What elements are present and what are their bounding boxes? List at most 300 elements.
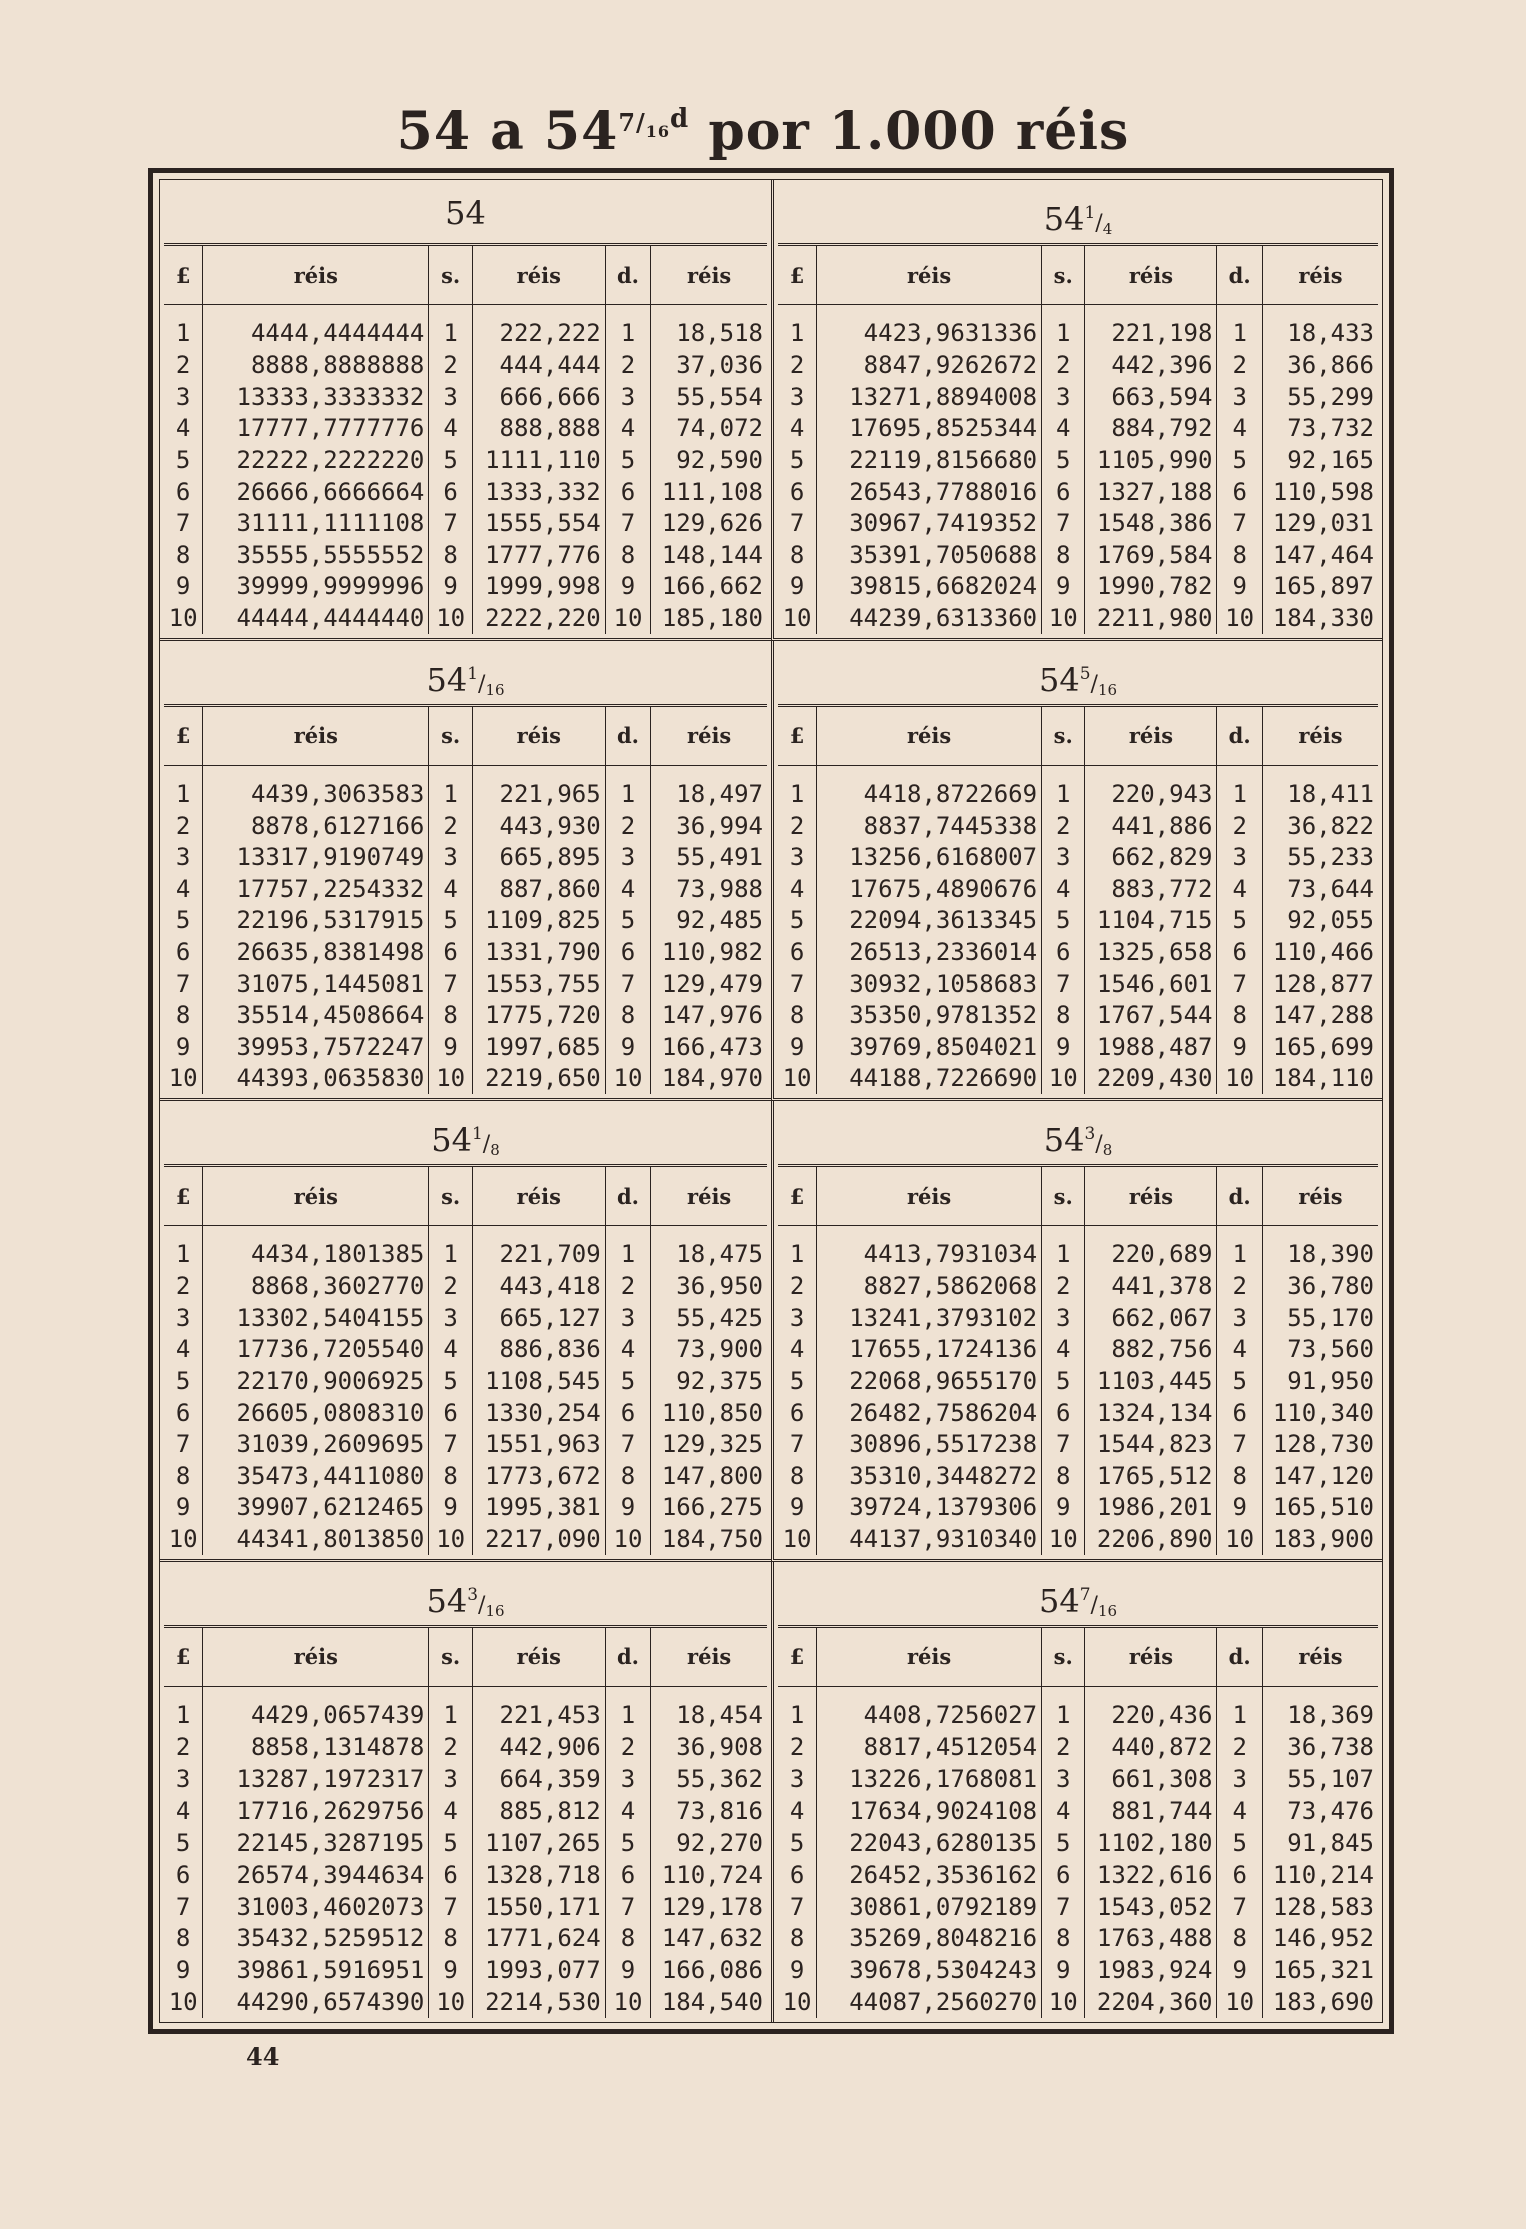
header-reis: réis — [203, 1628, 429, 1687]
header-row — [164, 1167, 767, 1226]
shilling-reis-cell: 887,860 — [472, 873, 605, 905]
shilling-count-cell: 4 — [1042, 1795, 1085, 1827]
pence-reis-cell: 55,170 — [1287, 1303, 1374, 1332]
pence-count-cell: 9 — [605, 570, 651, 602]
pound-count-cell: 2 — [778, 810, 817, 842]
pence-reis-cell: 110,214 — [1272, 1860, 1374, 1889]
pence-reis-cell: 110,724 — [661, 1860, 763, 1889]
pound-count-cell: 8 — [778, 1922, 817, 1954]
pound-reis-cell: 13241,3793102 — [817, 1302, 1042, 1334]
header-pence: d. — [1217, 1628, 1262, 1687]
table-row — [778, 1922, 1378, 1954]
shilling-reis-cell: 1765,512 — [1085, 1460, 1217, 1492]
pence-count-cell: 3 — [1217, 842, 1262, 874]
pound-count-cell: 9 — [164, 1031, 203, 1063]
table-row — [778, 842, 1378, 874]
pence-count-cell: 5 — [605, 444, 651, 476]
pound-count-cell: 10 — [778, 1062, 817, 1094]
shilling-reis-cell: 1107,265 — [472, 1827, 605, 1859]
shilling-count-cell: 10 — [429, 1062, 473, 1094]
pence-count-cell: 8 — [605, 1922, 651, 1954]
table-row — [778, 1226, 1378, 1271]
shilling-count-cell: 5 — [1042, 905, 1085, 937]
shilling-reis-cell: 1105,990 — [1085, 444, 1217, 476]
block-title-whole: 54 — [1043, 200, 1085, 238]
shilling-count-cell: 7 — [429, 1891, 473, 1923]
table-row — [778, 1302, 1378, 1334]
shilling-reis-cell: 662,067 — [1085, 1302, 1217, 1334]
shilling-count-cell: 1 — [1042, 1226, 1085, 1271]
pound-reis-cell: 26482,7586204 — [817, 1397, 1042, 1429]
pence-count-cell: 3 — [605, 1763, 651, 1795]
shilling-reis-cell: 883,772 — [1085, 873, 1217, 905]
shilling-reis-cell: 885,812 — [472, 1795, 605, 1827]
shilling-reis-cell: 1331,790 — [472, 936, 605, 968]
shilling-count-cell: 10 — [1042, 1523, 1085, 1555]
pound-reis-cell: 39678,5304243 — [817, 1954, 1042, 1986]
rate-table — [778, 1628, 1378, 2019]
shilling-count-cell: 10 — [1042, 1986, 1085, 2018]
pence-reis-cell: 92,590 — [676, 445, 763, 474]
pound-reis-cell: 44239,6313360 — [817, 602, 1042, 634]
fraction-numerator: 1 — [1084, 203, 1096, 223]
pence-count-cell: 6 — [605, 1397, 651, 1429]
pence-reis-cell: 36,994 — [676, 811, 763, 840]
shilling-count-cell: 1 — [1042, 765, 1085, 810]
shilling-reis-cell: 886,836 — [472, 1334, 605, 1366]
table-row — [778, 1859, 1378, 1891]
rate-table — [164, 1167, 767, 1555]
table-row — [778, 1365, 1378, 1397]
pound-reis-cell: 4413,7931034 — [817, 1226, 1042, 1271]
pence-count-cell: 7 — [1217, 1428, 1262, 1460]
pound-count-cell: 9 — [164, 1954, 203, 1986]
pound-reis-cell: 8878,6127166 — [203, 810, 429, 842]
pound-count-cell: 2 — [164, 1271, 203, 1303]
shilling-count-cell: 10 — [429, 602, 473, 634]
table-row — [778, 602, 1378, 634]
header-pound: £ — [778, 707, 817, 766]
pence-count-cell: 5 — [1217, 1827, 1262, 1859]
pence-reis-cell: 92,055 — [1287, 906, 1374, 935]
pound-reis-cell: 8827,5862068 — [817, 1271, 1042, 1303]
header-reis: réis — [472, 246, 605, 305]
table-row — [164, 968, 767, 1000]
pence-count-cell: 10 — [1217, 1986, 1262, 2018]
table-row — [778, 413, 1378, 445]
pence-count-cell: 9 — [605, 1954, 651, 1986]
header-row — [164, 707, 767, 766]
shilling-reis-cell: 1769,584 — [1085, 539, 1217, 571]
pence-reis-cell: 129,031 — [1272, 509, 1374, 538]
pence-count-cell: 1 — [1217, 1226, 1262, 1271]
shilling-count-cell: 8 — [429, 999, 473, 1031]
pound-count-cell: 1 — [778, 765, 817, 810]
title-pence-mark: d — [670, 104, 690, 134]
shilling-count-cell: 1 — [1042, 1686, 1085, 1732]
pence-reis-cell: 110,850 — [661, 1398, 763, 1427]
pound-count-cell: 1 — [778, 1226, 817, 1271]
pound-reis-cell: 8888,8888888 — [203, 350, 429, 382]
table-row — [164, 1827, 767, 1859]
header-reis: réis — [203, 246, 429, 305]
shilling-count-cell: 7 — [429, 507, 473, 539]
table-row — [164, 602, 767, 634]
header-shillings: s. — [1042, 1628, 1085, 1687]
pound-count-cell: 3 — [164, 1763, 203, 1795]
header-reis: réis — [817, 707, 1042, 766]
pound-count-cell: 4 — [164, 1795, 203, 1827]
table-row — [778, 350, 1378, 382]
pound-count-cell: 1 — [164, 765, 203, 810]
header-pound: £ — [164, 707, 203, 766]
pound-reis-cell: 17675,4890676 — [817, 873, 1042, 905]
pound-reis-cell: 35310,3448272 — [817, 1460, 1042, 1492]
pence-reis-cell: 36,866 — [1287, 351, 1374, 380]
pound-count-cell: 4 — [778, 1334, 817, 1366]
pound-reis-cell: 35432,5259512 — [203, 1922, 429, 1954]
block-title-whole: 54 — [426, 1581, 468, 1620]
shilling-count-cell: 5 — [1042, 1827, 1085, 1859]
pound-reis-cell: 44444,4444440 — [203, 602, 429, 634]
header-pence: d. — [1217, 246, 1262, 305]
pound-count-cell: 10 — [778, 602, 817, 634]
shilling-count-cell: 2 — [1042, 1271, 1085, 1303]
pence-count-cell: 7 — [605, 507, 651, 539]
pence-count-cell: 2 — [605, 1271, 651, 1303]
pound-reis-cell: 39953,7572247 — [203, 1031, 429, 1063]
shilling-count-cell: 6 — [1042, 936, 1085, 968]
pence-count-cell: 10 — [1217, 1062, 1262, 1094]
header-reis: réis — [1085, 1628, 1217, 1687]
shilling-reis-cell: 1328,718 — [472, 1859, 605, 1891]
table-row — [164, 1954, 767, 1986]
pound-count-cell: 3 — [778, 381, 817, 413]
pound-count-cell: 8 — [164, 539, 203, 571]
pence-reis-cell: 184,110 — [1272, 1064, 1374, 1093]
rate-table — [164, 246, 767, 634]
pence-count-cell: 1 — [605, 305, 651, 350]
pound-count-cell: 5 — [164, 905, 203, 937]
pence-count-cell: 4 — [1217, 1795, 1262, 1827]
pound-count-cell: 6 — [164, 476, 203, 508]
pence-reis-cell: 110,598 — [1272, 477, 1374, 506]
shilling-reis-cell: 1553,755 — [472, 968, 605, 1000]
pence-reis-cell: 92,375 — [676, 1366, 763, 1395]
shilling-reis-cell: 441,886 — [1085, 810, 1217, 842]
table-row — [778, 1271, 1378, 1303]
table-row — [164, 1922, 767, 1954]
page-title — [0, 84, 1526, 167]
fraction-numerator: 7 — [1079, 1584, 1091, 1605]
shilling-reis-cell: 663,594 — [1085, 381, 1217, 413]
pound-reis-cell: 39769,8504021 — [817, 1031, 1042, 1063]
header-pence: d. — [605, 246, 651, 305]
table-row — [164, 350, 767, 382]
pence-count-cell: 10 — [605, 1986, 651, 2018]
shilling-count-cell: 6 — [1042, 476, 1085, 508]
pound-reis-cell: 35269,8048216 — [817, 1922, 1042, 1954]
header-row — [778, 1628, 1378, 1687]
pound-reis-cell: 8817,4512054 — [817, 1732, 1042, 1764]
pence-count-cell: 1 — [1217, 765, 1262, 810]
shilling-count-cell: 1 — [429, 1686, 473, 1732]
shilling-reis-cell: 1103,445 — [1085, 1365, 1217, 1397]
header-reis: réis — [203, 707, 429, 766]
shilling-reis-cell: 1322,616 — [1085, 1859, 1217, 1891]
page-number: 44 — [246, 2042, 280, 2071]
shilling-reis-cell: 1544,823 — [1085, 1428, 1217, 1460]
table-row — [164, 381, 767, 413]
pound-count-cell: 1 — [164, 1686, 203, 1732]
pound-reis-cell: 39815,6682024 — [817, 570, 1042, 602]
pound-reis-cell: 44087,2560270 — [817, 1986, 1042, 2018]
pound-count-cell: 5 — [778, 444, 817, 476]
shilling-count-cell: 1 — [429, 305, 473, 350]
table-row — [164, 1062, 767, 1094]
pence-count-cell: 9 — [605, 1491, 651, 1523]
shilling-count-cell: 8 — [429, 1922, 473, 1954]
pence-reis-cell: 36,908 — [676, 1733, 763, 1762]
shilling-count-cell: 4 — [1042, 413, 1085, 445]
table-row — [164, 570, 767, 602]
pound-reis-cell: 4423,9631336 — [817, 305, 1042, 350]
pence-count-cell: 8 — [1217, 539, 1262, 571]
table-frame — [148, 168, 1394, 2034]
header-pence: d. — [605, 1628, 651, 1687]
pence-reis-cell: 129,479 — [661, 969, 763, 998]
header-reis: réis — [1085, 1167, 1217, 1226]
pound-count-cell: 7 — [164, 968, 203, 1000]
block-title-fraction: $^5/_{16}$ — [1079, 663, 1118, 699]
shilling-count-cell: 6 — [429, 1859, 473, 1891]
pence-reis-cell: 55,554 — [676, 382, 763, 411]
shilling-reis-cell: 1995,381 — [472, 1491, 605, 1523]
table-row — [778, 444, 1378, 476]
pound-reis-cell: 44290,6574390 — [203, 1986, 429, 2018]
shilling-reis-cell: 2209,430 — [1085, 1062, 1217, 1094]
shilling-count-cell: 10 — [1042, 602, 1085, 634]
pound-reis-cell: 17757,2254332 — [203, 873, 429, 905]
header-shillings: s. — [1042, 246, 1085, 305]
header-pound: £ — [164, 246, 203, 305]
shilling-count-cell: 3 — [429, 381, 473, 413]
table-row — [778, 1827, 1378, 1859]
shilling-count-cell: 8 — [1042, 999, 1085, 1031]
pence-count-cell: 6 — [1217, 936, 1262, 968]
shilling-reis-cell: 443,930 — [472, 810, 605, 842]
pence-reis-cell: 110,466 — [1272, 938, 1374, 967]
pence-reis-cell: 18,475 — [676, 1240, 763, 1269]
pence-reis-cell: 184,330 — [1272, 603, 1374, 632]
pence-count-cell: 4 — [605, 1795, 651, 1827]
header-reis: réis — [651, 246, 767, 305]
pence-reis-cell: 36,822 — [1287, 811, 1374, 840]
header-reis: réis — [472, 1628, 605, 1687]
pence-reis-cell: 55,491 — [676, 843, 763, 872]
pound-reis-cell: 26543,7788016 — [817, 476, 1042, 508]
table-row — [164, 1732, 767, 1764]
shilling-reis-cell: 1327,188 — [1085, 476, 1217, 508]
table-row — [778, 1334, 1378, 1366]
pence-reis-cell: 128,583 — [1272, 1892, 1374, 1921]
pence-reis-cell: 184,540 — [661, 1988, 763, 2017]
pound-reis-cell: 17634,9024108 — [817, 1795, 1042, 1827]
pound-count-cell: 8 — [164, 999, 203, 1031]
shilling-reis-cell: 1997,685 — [472, 1031, 605, 1063]
table-row — [164, 873, 767, 905]
pound-count-cell: 2 — [778, 350, 817, 382]
header-shillings: s. — [429, 1628, 473, 1687]
header-reis: réis — [1262, 707, 1378, 766]
table-row — [778, 905, 1378, 937]
header-reis: réis — [1085, 707, 1217, 766]
shilling-reis-cell: 221,709 — [472, 1226, 605, 1271]
shilling-count-cell: 9 — [429, 1954, 473, 1986]
shilling-count-cell: 9 — [1042, 1031, 1085, 1063]
table-row — [778, 1763, 1378, 1795]
pence-reis-cell: 73,900 — [676, 1335, 763, 1364]
pound-reis-cell: 4439,3063583 — [203, 765, 429, 810]
header-reis: réis — [817, 1628, 1042, 1687]
shilling-reis-cell: 884,792 — [1085, 413, 1217, 445]
fraction-numerator: 5 — [1079, 663, 1091, 684]
pence-reis-cell: 73,816 — [676, 1797, 763, 1826]
pence-count-cell: 1 — [605, 765, 651, 810]
pence-count-cell: 8 — [1217, 1460, 1262, 1492]
pence-reis-cell: 73,644 — [1287, 874, 1374, 903]
header-pound: £ — [778, 246, 817, 305]
rate-table — [778, 246, 1378, 634]
pence-count-cell: 4 — [1217, 873, 1262, 905]
shilling-reis-cell: 882,756 — [1085, 1334, 1217, 1366]
pound-reis-cell: 22145,3287195 — [203, 1827, 429, 1859]
pound-count-cell: 4 — [164, 1334, 203, 1366]
title-fraction-denominator: 16 — [645, 121, 671, 141]
shilling-count-cell: 2 — [1042, 1732, 1085, 1764]
table-row — [164, 507, 767, 539]
table-row — [164, 905, 767, 937]
shilling-reis-cell: 662,829 — [1085, 842, 1217, 874]
header-row — [164, 1628, 767, 1687]
pence-reis-cell: 36,950 — [676, 1272, 763, 1301]
pound-count-cell: 8 — [164, 1922, 203, 1954]
pence-count-cell: 8 — [605, 539, 651, 571]
header-row — [778, 707, 1378, 766]
shilling-count-cell: 5 — [429, 444, 473, 476]
pound-count-cell: 8 — [778, 1460, 817, 1492]
pence-reis-cell: 73,476 — [1287, 1797, 1374, 1826]
rate-block — [160, 1101, 771, 1562]
shilling-count-cell: 9 — [429, 1031, 473, 1063]
pound-reis-cell: 35391,7050688 — [817, 539, 1042, 571]
table-row — [778, 1795, 1378, 1827]
shilling-reis-cell: 666,666 — [472, 381, 605, 413]
header-reis: réis — [472, 1167, 605, 1226]
block-title-whole: 54 — [1038, 1581, 1080, 1620]
shilling-reis-cell: 2222,220 — [472, 602, 605, 634]
pence-reis-cell: 55,425 — [676, 1303, 763, 1332]
pence-count-cell: 5 — [1217, 1365, 1262, 1397]
fraction-denominator: 16 — [1097, 1601, 1118, 1620]
pence-reis-cell: 165,699 — [1272, 1032, 1374, 1061]
pence-reis-cell: 37,036 — [676, 351, 763, 380]
pence-reis-cell: 74,072 — [676, 414, 763, 443]
pence-reis-cell: 147,632 — [661, 1924, 763, 1953]
shilling-count-cell: 9 — [429, 570, 473, 602]
header-row — [778, 246, 1378, 305]
fraction-denominator: 8 — [1102, 1141, 1113, 1159]
pound-reis-cell: 4434,1801385 — [203, 1226, 429, 1271]
pence-count-cell: 2 — [1217, 1271, 1262, 1303]
header-pound: £ — [164, 1167, 203, 1226]
table-row — [164, 1302, 767, 1334]
block-title-whole: 54 — [1043, 1121, 1085, 1159]
pence-reis-cell: 55,299 — [1287, 382, 1374, 411]
shilling-reis-cell: 221,965 — [472, 765, 605, 810]
pence-count-cell: 1 — [605, 1226, 651, 1271]
shilling-reis-cell: 2217,090 — [472, 1523, 605, 1555]
shilling-reis-cell: 2206,890 — [1085, 1523, 1217, 1555]
pence-count-cell: 8 — [605, 1460, 651, 1492]
shilling-reis-cell: 665,127 — [472, 1302, 605, 1334]
shilling-count-cell: 6 — [429, 936, 473, 968]
pound-count-cell: 7 — [778, 968, 817, 1000]
table-row — [164, 1271, 767, 1303]
pence-reis-cell: 183,690 — [1272, 1988, 1374, 2017]
shilling-reis-cell: 1324,134 — [1085, 1397, 1217, 1429]
table-row — [164, 1460, 767, 1492]
pound-count-cell: 3 — [164, 1302, 203, 1334]
pound-reis-cell: 17736,7205540 — [203, 1334, 429, 1366]
pence-count-cell: 10 — [1217, 602, 1262, 634]
pence-count-cell: 7 — [1217, 968, 1262, 1000]
pound-reis-cell: 44341,8013850 — [203, 1523, 429, 1555]
pence-reis-cell: 110,982 — [661, 938, 763, 967]
table-row — [778, 1397, 1378, 1429]
table-row — [164, 999, 767, 1031]
header-reis: réis — [1262, 1628, 1378, 1687]
shilling-count-cell: 2 — [429, 1271, 473, 1303]
table-row — [164, 1795, 767, 1827]
pound-count-cell: 3 — [778, 842, 817, 874]
shilling-reis-cell: 444,444 — [472, 350, 605, 382]
pence-count-cell: 4 — [605, 873, 651, 905]
table-row — [164, 444, 767, 476]
pound-reis-cell: 31075,1445081 — [203, 968, 429, 1000]
shilling-reis-cell: 1993,077 — [472, 1954, 605, 1986]
shilling-reis-cell: 1555,554 — [472, 507, 605, 539]
pence-count-cell: 2 — [1217, 350, 1262, 382]
shilling-count-cell: 3 — [1042, 1763, 1085, 1795]
pound-count-cell: 3 — [164, 842, 203, 874]
pound-reis-cell: 39724,1379306 — [817, 1491, 1042, 1523]
shilling-count-cell: 5 — [1042, 1365, 1085, 1397]
shilling-count-cell: 10 — [429, 1986, 473, 2018]
pence-count-cell: 7 — [605, 1428, 651, 1460]
table-row — [164, 1523, 767, 1555]
shilling-reis-cell: 1988,487 — [1085, 1031, 1217, 1063]
pound-reis-cell: 26513,2336014 — [817, 936, 1042, 968]
shilling-reis-cell: 1990,782 — [1085, 570, 1217, 602]
table-row — [778, 507, 1378, 539]
pence-reis-cell: 147,800 — [661, 1461, 763, 1490]
pence-reis-cell: 18,411 — [1287, 779, 1374, 808]
shilling-count-cell: 4 — [429, 413, 473, 445]
shilling-reis-cell: 221,453 — [472, 1686, 605, 1732]
shilling-reis-cell: 2204,360 — [1085, 1986, 1217, 2018]
table-row — [164, 1226, 767, 1271]
